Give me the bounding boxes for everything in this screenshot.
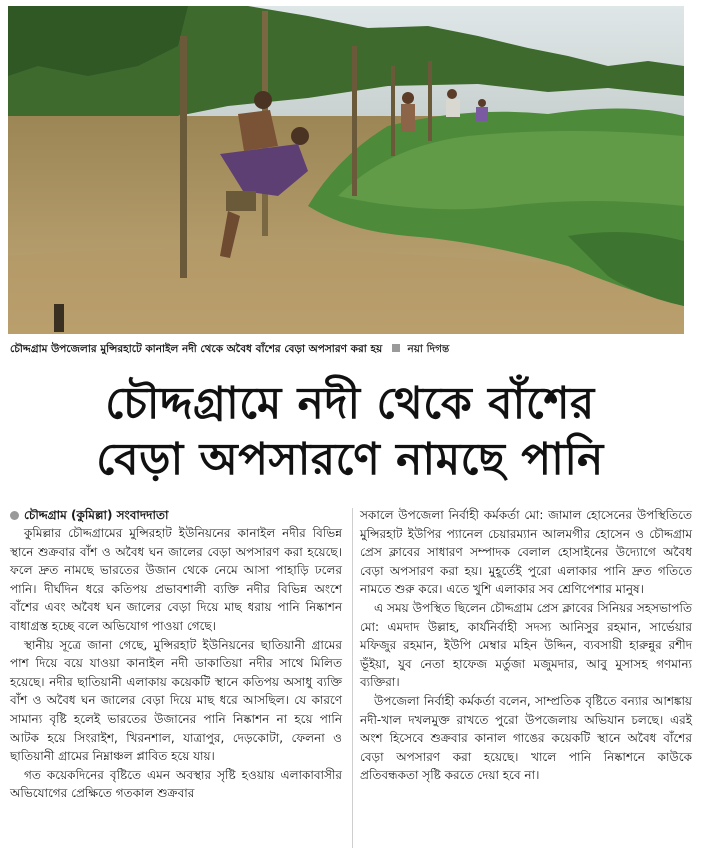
caption-text: চৌদ্দগ্রাম উপজেলার মুন্সিরহাটে কানাইল নদী থেকে অবৈধ বাঁশের বেড়া অপসারণ করা হয় bbox=[10, 343, 383, 355]
photo-caption bbox=[10, 342, 690, 356]
paragraph: এ সময় উপস্থিত ছিলেন চৌদ্দগ্রাম প্রেস ক্লাবের সিনিয়র সহসভাপতি মো: এমদাদ উল্লাহ, কার্যনির্বাহী সদস্য আনিসুর রহমান, সার্ভেয়ার মফিজুর রহমান, ইউপি মেম্বার মহিন উদ্দিন, ব্যবসায়ী হারুন্নুর রশীদ ভূঁইয়া, যুব নেতা হাফেজ মর্তুজা মজুমদার, আবু মুসাসহ গণমান্য ব্যক্তিরা। bbox=[360, 600, 692, 690]
news-photo bbox=[8, 6, 684, 334]
paragraph: সকালে উপজেলা নির্বাহী কর্মকর্তা মো: জামাল হোসেনের উপস্থিতিতে মুন্সিরহাট ইউপির প্যানেল চেয়ারম্যান আলমগীর হোসেন ও চৌদ্দগ্রাম প্রেস ক্লাবের সাধারণ সম্পাদক বেলাল হোসাইনের উদ্যোগে অবৈধ বেড়া অপসারণ করা হয়। মুহূর্তেই পুরো এলাকার পানি দ্রুত গতিতে নামতে শুরু করে। এতে খুশি এলাকার সব শ্রেণিপেশার মানুষ। bbox=[360, 508, 692, 597]
paragraph: গত কয়েকদিনের বৃষ্টিতে এমন অবস্থার সৃষ্টি হওয়ায় এলাকাবাসীর অভিযোগের প্রেক্ষিতে গতকাল শুক্রবার bbox=[10, 767, 342, 801]
byline-text: চৌদ্দগ্রাম (কুমিল্লা) সংবাদদাতা bbox=[24, 508, 169, 522]
column-divider bbox=[352, 508, 353, 848]
paragraph: স্থানীয় সূত্রে জানা গেছে, মুন্সিরহাট ইউনিয়নের ছাতিয়ানী গ্রামের পাশ দিয়ে বয়ে যাওয়া কানাইল নদী ডাকাতিয়া নদীর সাথে মিলিত হয়েছে। নদীর ছাতিয়ানী এলাকায় কয়েকটি স্থানে কতিপয় অসাধু ব্যক্তি বাঁশ ও অবৈধ ঘন জালের বেড়া দিয়ে মাছ ধরে আসছিল। যে কারণে সামান্য বৃষ্টি হলেই ভারতের উজানের পানি নিষ্কাশন না হয়ে পানি আটক হয়ে সিংরাইশ, খিরনশাল, যাত্রাপুর, দেড়কোটা, ফেলনা ও ছাতিয়ানী গ্রামের নিম্নাঞ্চল প্লাবিত হয়ে যায়। bbox=[10, 637, 342, 764]
paragraph: উপজেলা নির্বাহী কর্মকর্তা বলেন, সাম্প্রতিক বৃষ্টিতে বন্যার আশঙ্কায় নদী-খাল দখলমুক্ত রাখতে পুরো উপজেলায় অভিযান চলছে। এরই অংশ হিসেবে শুক্রবার কানাল গাঙের কয়েকটি স্থানে অবৈধ বাঁশের বেড়া অপসারণ করা হয়েছে। খালে পানি নিষ্কাশনে কাউকে প্রতিবন্ধকতা সৃষ্টি করতে দেয়া হবে না। bbox=[360, 693, 692, 783]
paragraph: কুমিল্লার চৌদ্দগ্রামের মুন্সিরহাট ইউনিয়নের কানাইল নদীর বিভিন্ন স্থানে শুক্রবার বাঁশ ও অবৈধ ঘন জালের বেড়া অপসারণ করা হয়েছে। ফলে দ্রুত নামছে ভারতের উজান থেকে নেমে আসা পাহাড়ি ঢলের পানি। দীর্ঘদিন ধরে কতিপয় প্রভাবশালী ব্যক্তি নদীর বিভিন্ন অংশে বাঁশের এবং অবৈধ ঘন জালের বেড়া দিয়ে মাছ ধরায় পানি নিষ্কাশন বাধাগ্রস্ত হচ্ছে বলে অভিযোগ পাওয়া গেছে। bbox=[10, 526, 342, 633]
headline-line-2: বেড়া অপসারণে নামছে পানি bbox=[96, 434, 604, 485]
bullet-dot-icon bbox=[10, 511, 19, 520]
headline-line-1: চৌদ্দগ্রামে নদী থেকে বাঁশের bbox=[105, 378, 595, 429]
caption-separator-square bbox=[392, 344, 400, 352]
river-photo-illustration bbox=[8, 6, 684, 334]
byline bbox=[10, 506, 342, 524]
caption-source: নয়া দিগন্ত bbox=[407, 343, 450, 355]
article-column-left bbox=[10, 506, 342, 803]
article-column-right bbox=[360, 506, 692, 785]
